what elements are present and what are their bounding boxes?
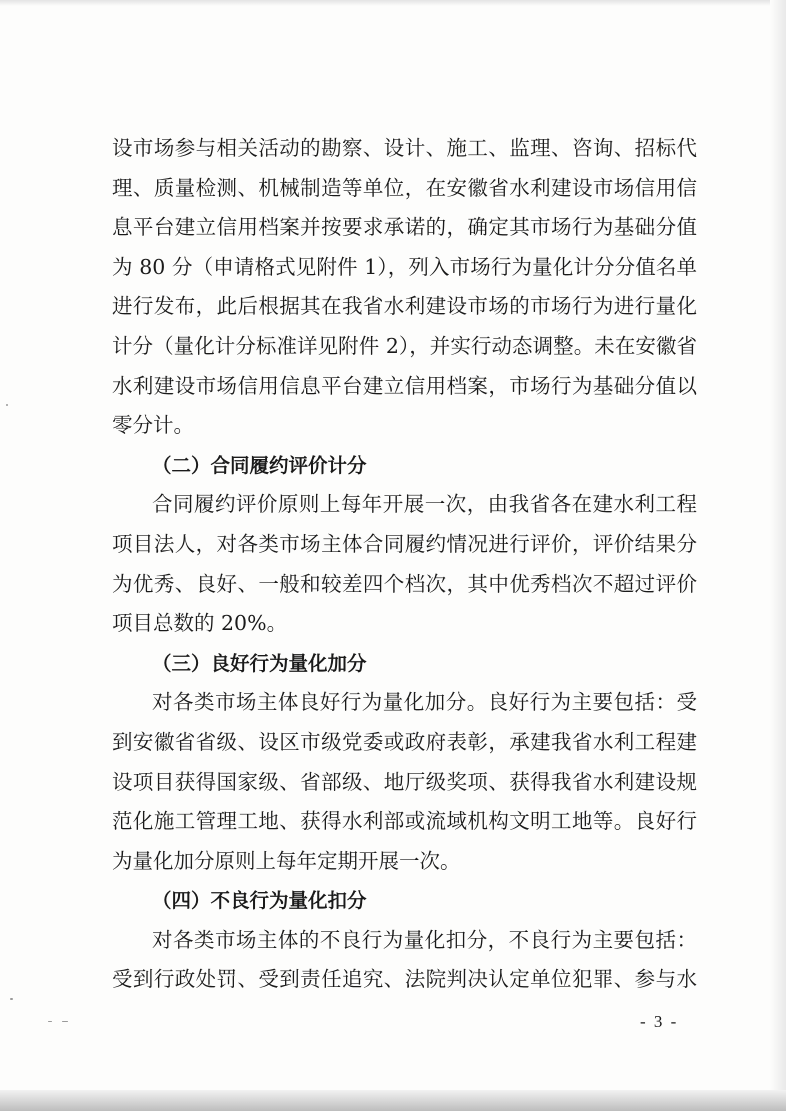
body-line: 受到行政处罚、受到责任追究、法院判决认定单位犯罪、参与水: [112, 967, 697, 992]
body-line: 范化施工管理工地、获得水利部或流域机构文明工地等。良好行: [112, 809, 697, 834]
body-line: 对各类市场主体的不良行为量化扣分，不良行为主要包括：: [152, 927, 697, 952]
body-line: 合同履约评价原则上每年开展一次，由我省各在建水利工程: [152, 492, 697, 517]
body-line: 为优秀、良好、一般和较差四个档次，其中优秀档次不超过评价: [112, 571, 697, 596]
scan-edge-top: [0, 0, 786, 6]
body-line: 水利建设市场信用信息平台建立信用档案，市场行为基础分值以: [112, 373, 697, 398]
section-heading: （二）合同履约评价计分: [152, 453, 367, 477]
section-heading: （三）良好行为量化加分: [152, 651, 367, 675]
scan-speck: [10, 998, 13, 1000]
scan-speck: [48, 1021, 52, 1022]
document-body: [112, 129, 697, 1000]
scan-edge-bottom: [0, 1090, 786, 1111]
body-line: 理、质量检测、机械制造等单位，在安徽省水利建设市场信用信: [112, 175, 697, 200]
body-line: 到安徽省省级、设区市级党委或政府表彰，承建我省水利工程建: [112, 729, 697, 754]
body-line: 为 80 分（申请格式见附件 1），列入市场行为量化计分分值名单: [112, 254, 697, 279]
body-line: 项目法人，对各类市场主体合同履约情况进行评价，评价结果分: [112, 531, 697, 556]
body-line: 计分（量化计分标准详见附件 2），并实行动态调整。未在安徽省: [112, 333, 697, 358]
scan-edge-right: [770, 0, 786, 1111]
body-line: 设市场参与相关活动的勘察、设计、施工、监理、咨询、招标代: [112, 136, 697, 160]
page-number: - 3 -: [640, 1012, 679, 1031]
scan-speck: [62, 1021, 68, 1022]
body-line: 为量化加分原则上每年定期开展一次。: [112, 848, 461, 873]
body-line: 项目总数的 20%。: [112, 611, 288, 636]
body-line: 对各类市场主体良好行为量化加分。良好行为主要包括：受: [152, 690, 697, 715]
body-line: 零分计。: [112, 413, 194, 438]
body-line: 进行发布，此后根据其在我省水利建设市场的市场行为进行量化: [112, 294, 697, 319]
scan-speck: [6, 404, 8, 406]
section-heading: （四）不良行为量化扣分: [152, 889, 367, 913]
body-line: 设项目获得国家级、省部级、地厅级奖项、获得我省水利建设规: [112, 769, 697, 794]
body-line: 息平台建立信用档案并按要求承诺的，确定其市场行为基础分值: [112, 215, 697, 240]
